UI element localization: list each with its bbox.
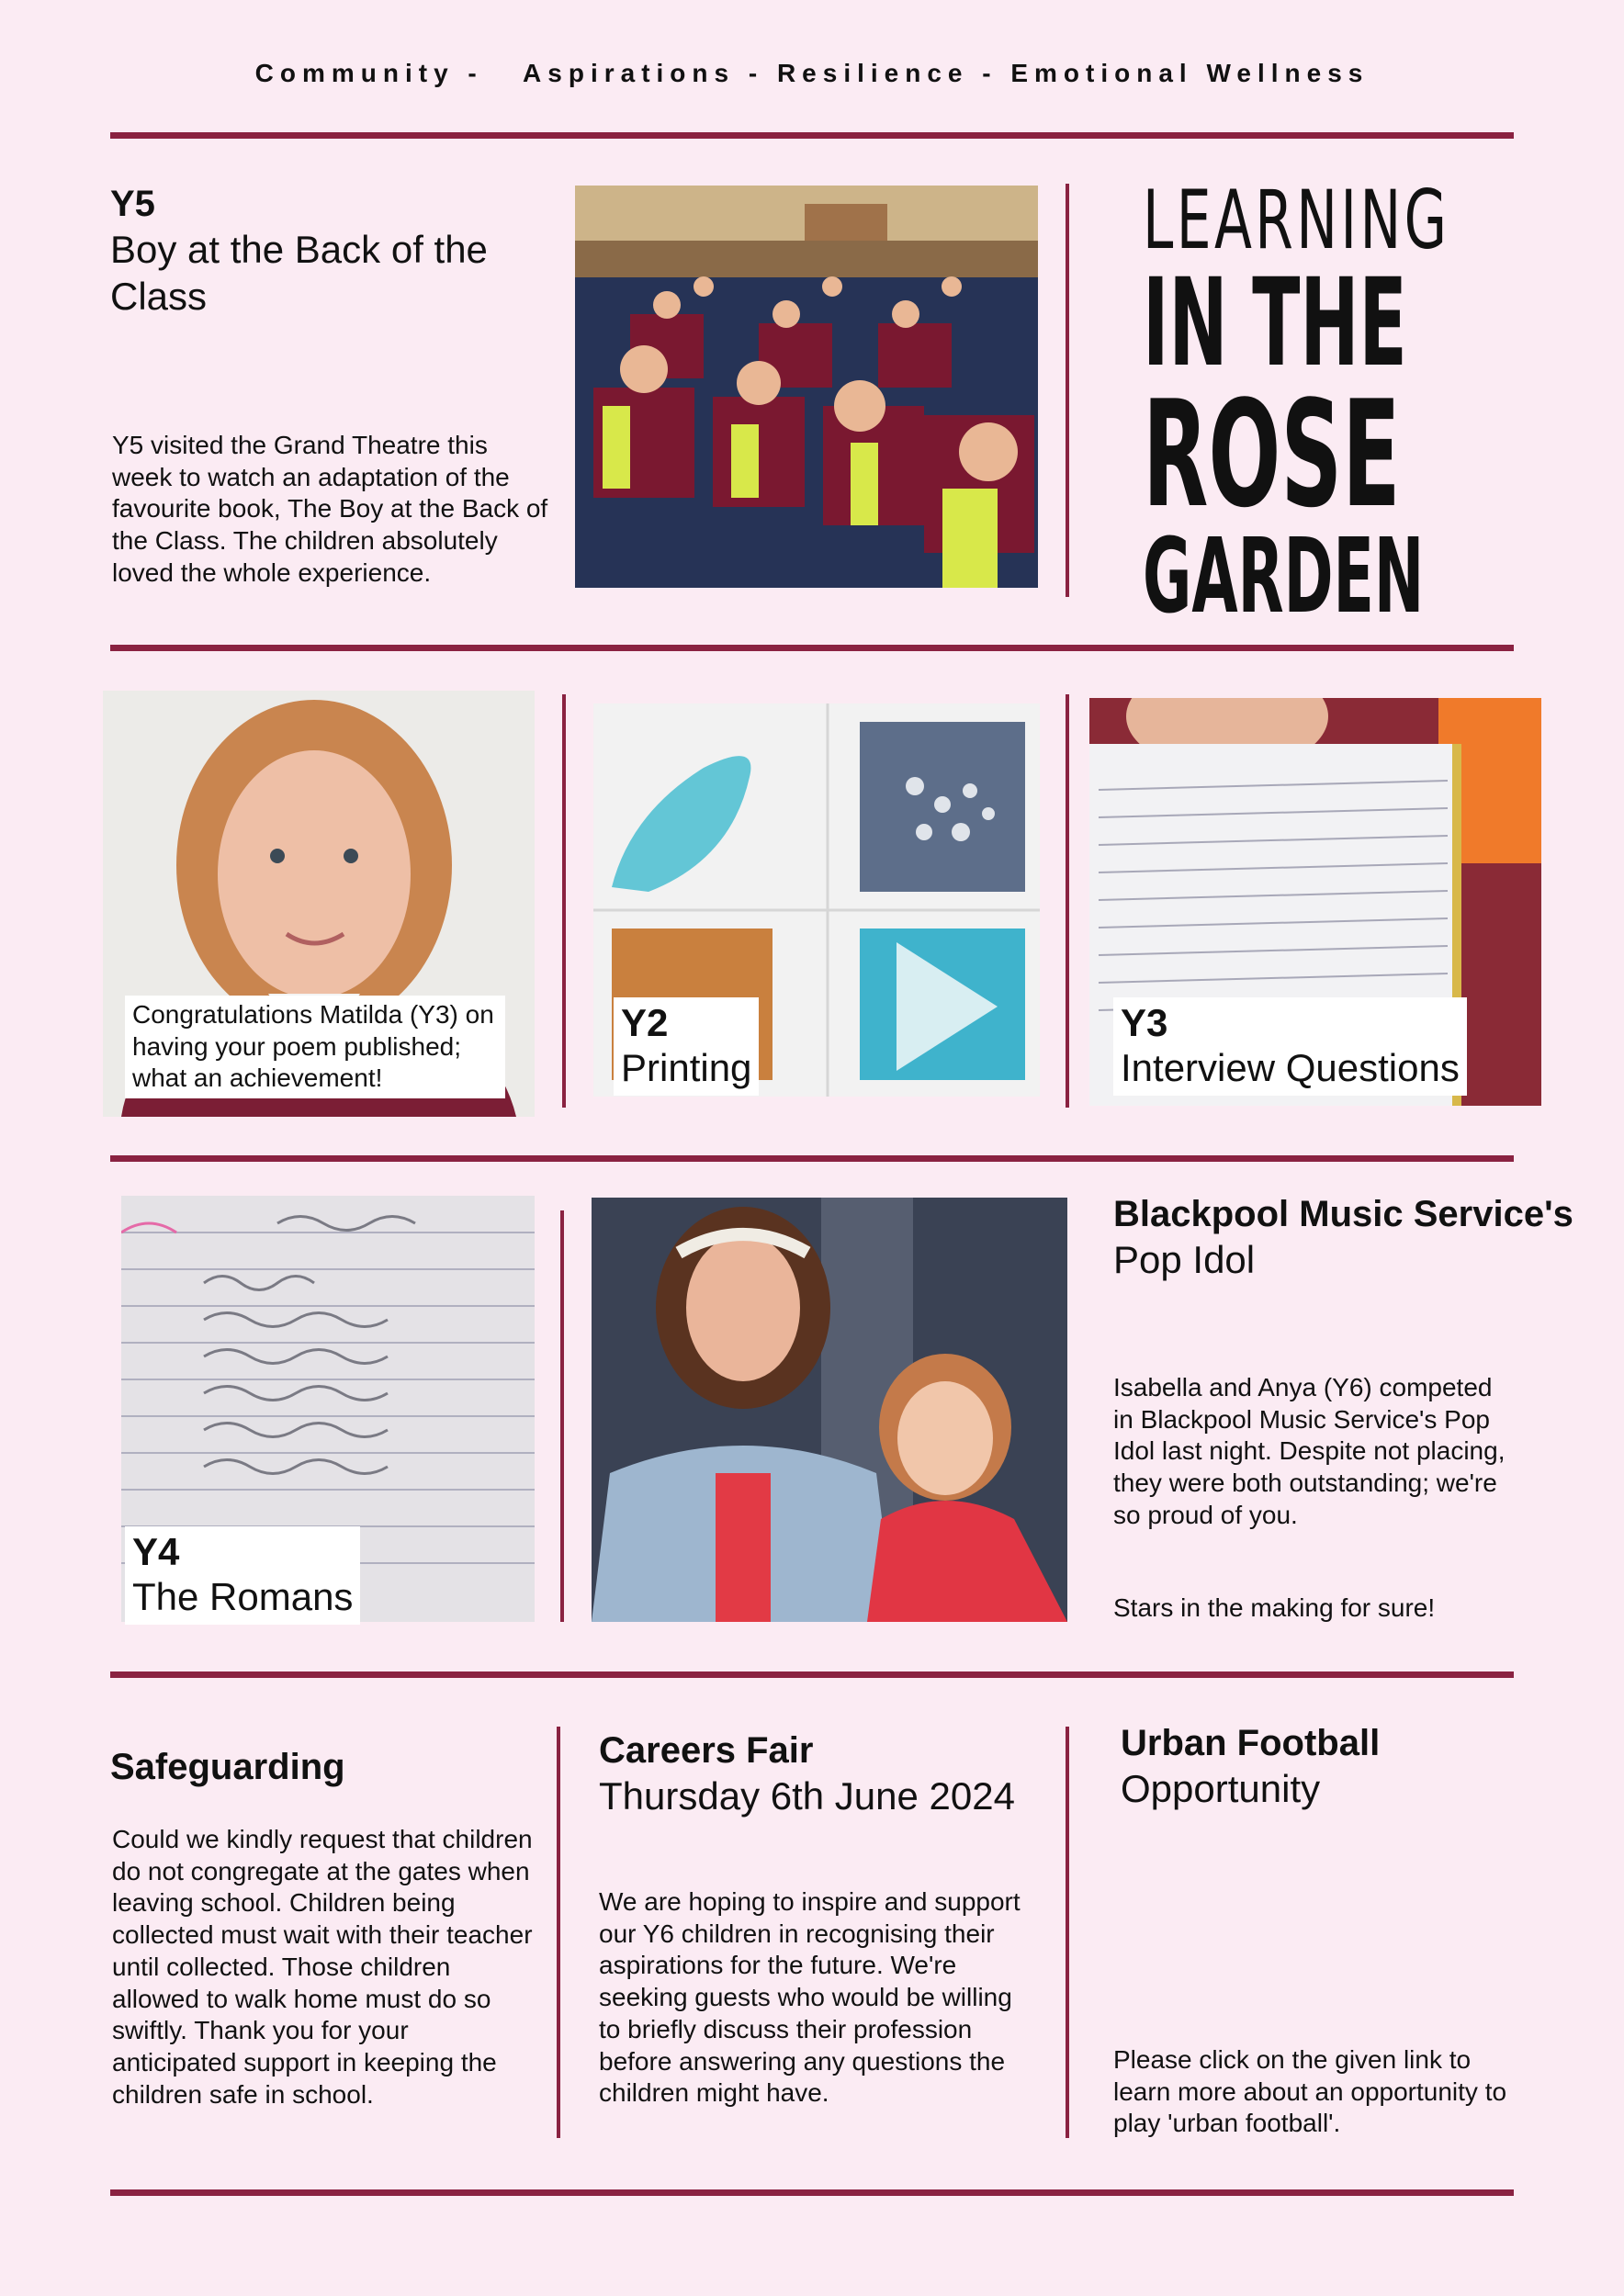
masthead-garden: GARDEN [1143, 517, 1425, 637]
y5-year: Y5 [110, 184, 155, 224]
y2-title: Printing [621, 1046, 752, 1090]
y3-title: Interview Questions [1121, 1046, 1460, 1090]
y4-year: Y4 [132, 1530, 180, 1573]
masthead-learning: LEARNING [1143, 173, 1450, 267]
y5-body: Y5 visited the Grand Theatre this week to watch an adaptation of the favourite book, The Boy at the Back of the Class. The children absolutely loved the whole experience. [112, 431, 548, 587]
safeguarding-title: Safeguarding [110, 1747, 345, 1787]
pop-idol-title: Blackpool Music Service's [1113, 1194, 1573, 1234]
careers-body: We are hoping to inspire and support our Y6 children in recognising their aspirations for the future. We're seeking guests who would be willing to briefly discuss their profession before answering any questions the children might have. [599, 1887, 1021, 2108]
pop-idol-body: Isabella and Anya (Y6) competed in Blackpool Music Service's Pop Idol last night. Despite not placing, they were both outstanding; we're so proud of you. [1113, 1373, 1506, 1529]
divider-top [110, 132, 1514, 139]
y4-label [125, 1526, 360, 1625]
y5-title: Boy at the Back of the Class [110, 228, 488, 319]
careers-heading [599, 1728, 1040, 1819]
football-subtitle: Opportunity [1121, 1767, 1321, 1810]
matilda-caption: Congratulations Matilda (Y3) on having your poem published; what an achievement! [125, 996, 505, 1098]
divider-masthead [1066, 184, 1069, 597]
divider-row2 [110, 1155, 1514, 1162]
divider-row3-bottom [110, 1671, 1514, 1678]
divider-row1 [110, 645, 1514, 651]
pop-idol-photo [592, 1198, 1067, 1622]
y3-label [1113, 997, 1467, 1096]
y4-title: The Romans [132, 1575, 354, 1619]
careers-title: Careers Fair [599, 1730, 814, 1771]
tagline: Community - Aspirations - Resilience - Emotional Wellness [254, 59, 1370, 87]
careers-subtitle: Thursday 6th June 2024 [599, 1774, 1015, 1818]
masthead [1143, 173, 1455, 637]
football-body: Please click on the given link to learn more about an opportunity to play 'urban football'. [1113, 2045, 1507, 2138]
pop-idol-subtitle: Pop Idol [1113, 1238, 1256, 1281]
y5-heading [110, 182, 560, 320]
divider-row2-a [562, 694, 566, 1108]
y3-year: Y3 [1121, 1001, 1168, 1044]
football-heading [1121, 1721, 1543, 1812]
divider-row4-a [557, 1727, 560, 2138]
divider-row2-b [1066, 694, 1069, 1108]
divider-row4-b [1066, 1727, 1069, 2138]
y2-label [614, 997, 759, 1096]
pop-idol-closing: Stars in the making for sure! [1113, 1593, 1436, 1622]
safeguarding-body: Could we kindly request that children do not congregate at the gates when leaving school. Children being collected must wait with their teacher until collected. Those children allowed to walk home must do so swiftly. Thank you for your anticipated support in keeping the children safe in school. [112, 1825, 533, 2109]
divider-row3 [560, 1210, 564, 1622]
masthead-rose: ROSE [1143, 368, 1401, 541]
pop-idol-heading [1113, 1192, 1609, 1283]
football-title: Urban Football [1121, 1723, 1381, 1763]
y2-year: Y2 [621, 1001, 669, 1044]
masthead-in-the: IN THE [1143, 253, 1407, 394]
divider-bottom [110, 2189, 1514, 2196]
theatre-photo [575, 186, 1038, 588]
